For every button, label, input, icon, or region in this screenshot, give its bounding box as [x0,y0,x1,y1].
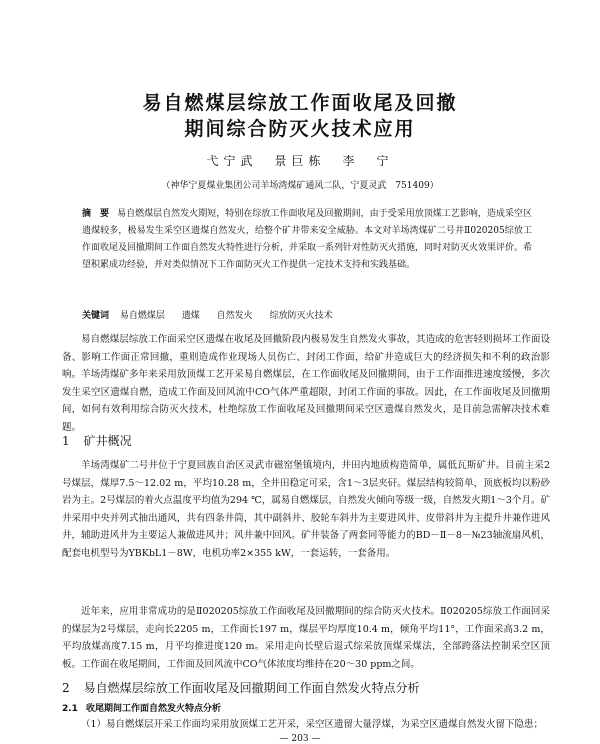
keyword: 综放防灭火技术 [269,311,333,321]
keyword: 遗煤 [181,311,200,321]
keyword: 易自燃煤层 [119,311,165,321]
keywords-label: 关键词 [82,311,110,321]
section-1-paragraph-1: 羊场湾煤矿二号井位于宁夏回族自治区灵武市磁窑堡镇境内，井田内地质构造简单，属低瓦斯矿井。目前主采2号煤层，煤厚7.5～12.02 m，平均10.28 m，全井田稳定可采，含1～3层夹矸。煤层结构较简单，顶底板均以粉砂岩为主。2号煤层的着火点温度平均值为294 ℃，属易自燃煤层，自然发火倾向等级一级，自然发火期1～3个月。矿井采用中央并列式抽出通风，共有四条井筒，其中副斜井、胶轮车斜井为主要进风井、皮带斜井为主提升井兼作进风井，辅助进风井为主要运人兼做进风井；风井兼中回风。矿井装备了两套同等能力的BD－Ⅱ－8－№23轴流扇风机，配套电机型号为YBKbL1－8W，电机功率2×355 kW，一套运转，一套备用。 [62,460,550,559]
section-title: 易自燃煤层综放工作面收尾及回撤期间工作面自然发火特点分析 [83,681,420,695]
section-title: 矿井概况 [83,434,132,448]
subsection-2-1-paragraph-1: （1）易自燃煤层开采工作面均采用放顶煤工艺开采，采空区遗留大量浮煤，为采空区遗煤自然发火留下隐患； [81,719,544,730]
abstract-text: 易自燃煤层自然发火期短，特别在综放工作面收尾及回撤期间，由于受采用放顶煤工艺影响，造成采空区遗煤较多，极易发生采空区遗煤自然发火，给整个矿井带来安全威胁。本文对羊场湾煤矿二号井Ⅱ020205综放工作面收尾及回撤期间工作面自然发火特性进行分析，并采取一系列针对性防灭火措施，同时对防灭火效果评价。希望积累成功经验，并对类似情况下工作面防灭火工作提供一定技术支持和实践基础。 [82,209,533,270]
keyword: 自然发火 [216,311,253,321]
paper-title-line-2: 期间综合防灭火技术应用 [184,118,416,140]
section-number: 2 [62,681,70,695]
subsection-title: 收尾期间工作面自然发火特点分析 [85,704,221,714]
subsection-2-1-heading [62,702,550,716]
subsection-number: 2.1 [62,704,78,714]
section-1-heading [62,433,550,449]
section-2-heading [62,680,550,696]
author-list: 弋宁武 景巨栋 李 宁 [206,154,394,168]
section-number: 1 [62,434,70,448]
abstract [82,206,532,274]
page-number: — 203 — [279,734,321,744]
abstract-label: 摘 要 [82,209,110,219]
paper-title-line-1: 易自燃煤层综放工作面收尾及回撤 [142,92,458,114]
section-1-paragraph-2: 近年来，应用非常成功的是Ⅱ020205综放工作面收尾及回撤期间的综合防灭火技术。Ⅱ020205综放工作面回采的煤层为2号煤层，走向长2205 m，工作面长197 m，煤层平均厚度10.4 m，倾角平均11°，工作面采高3.2 m，平均放煤高度7.15 m，月平均推进度120 m。采用走向长壁后退式综采放顶煤采煤法，全部跨落法控制采空区顶板。工作面在收尾期间，工作面及回风流中CO气体浓度均维持在20～30 ppm之间。 [62,606,550,670]
keywords [82,309,532,323]
intro-paragraph: 易自燃煤层综放工作面采空区遗煤在收尾及回撤阶段内极易发生自然发火事故，其造成的危害轻则损坏工作面设备、影响工作面正常回撤，重则造成作业现场人员伤亡、封闭工作面，给矿井造成巨大的经济损失和不利的政治影响。羊场湾煤矿多年来采用放顶煤工艺开采易自燃煤层，在工作面收尾及回撤期间，由于工作面推进速度缓慢，多次发生采空区遗煤自燃，造成工作面及回风流中CO气体严重超限，封闭工作面的事故。因此，在工作面收尾及回撤期间，如何有效利用综合防灭火技术，杜绝综放工作面收尾及回撤期间采空区遗煤自然发火，是目前急需解决技术难题。 [62,334,550,433]
author-affiliation: （神华宁夏煤业集团公司羊场湾煤矿通风二队，宁夏灵武 751409） [161,181,439,191]
